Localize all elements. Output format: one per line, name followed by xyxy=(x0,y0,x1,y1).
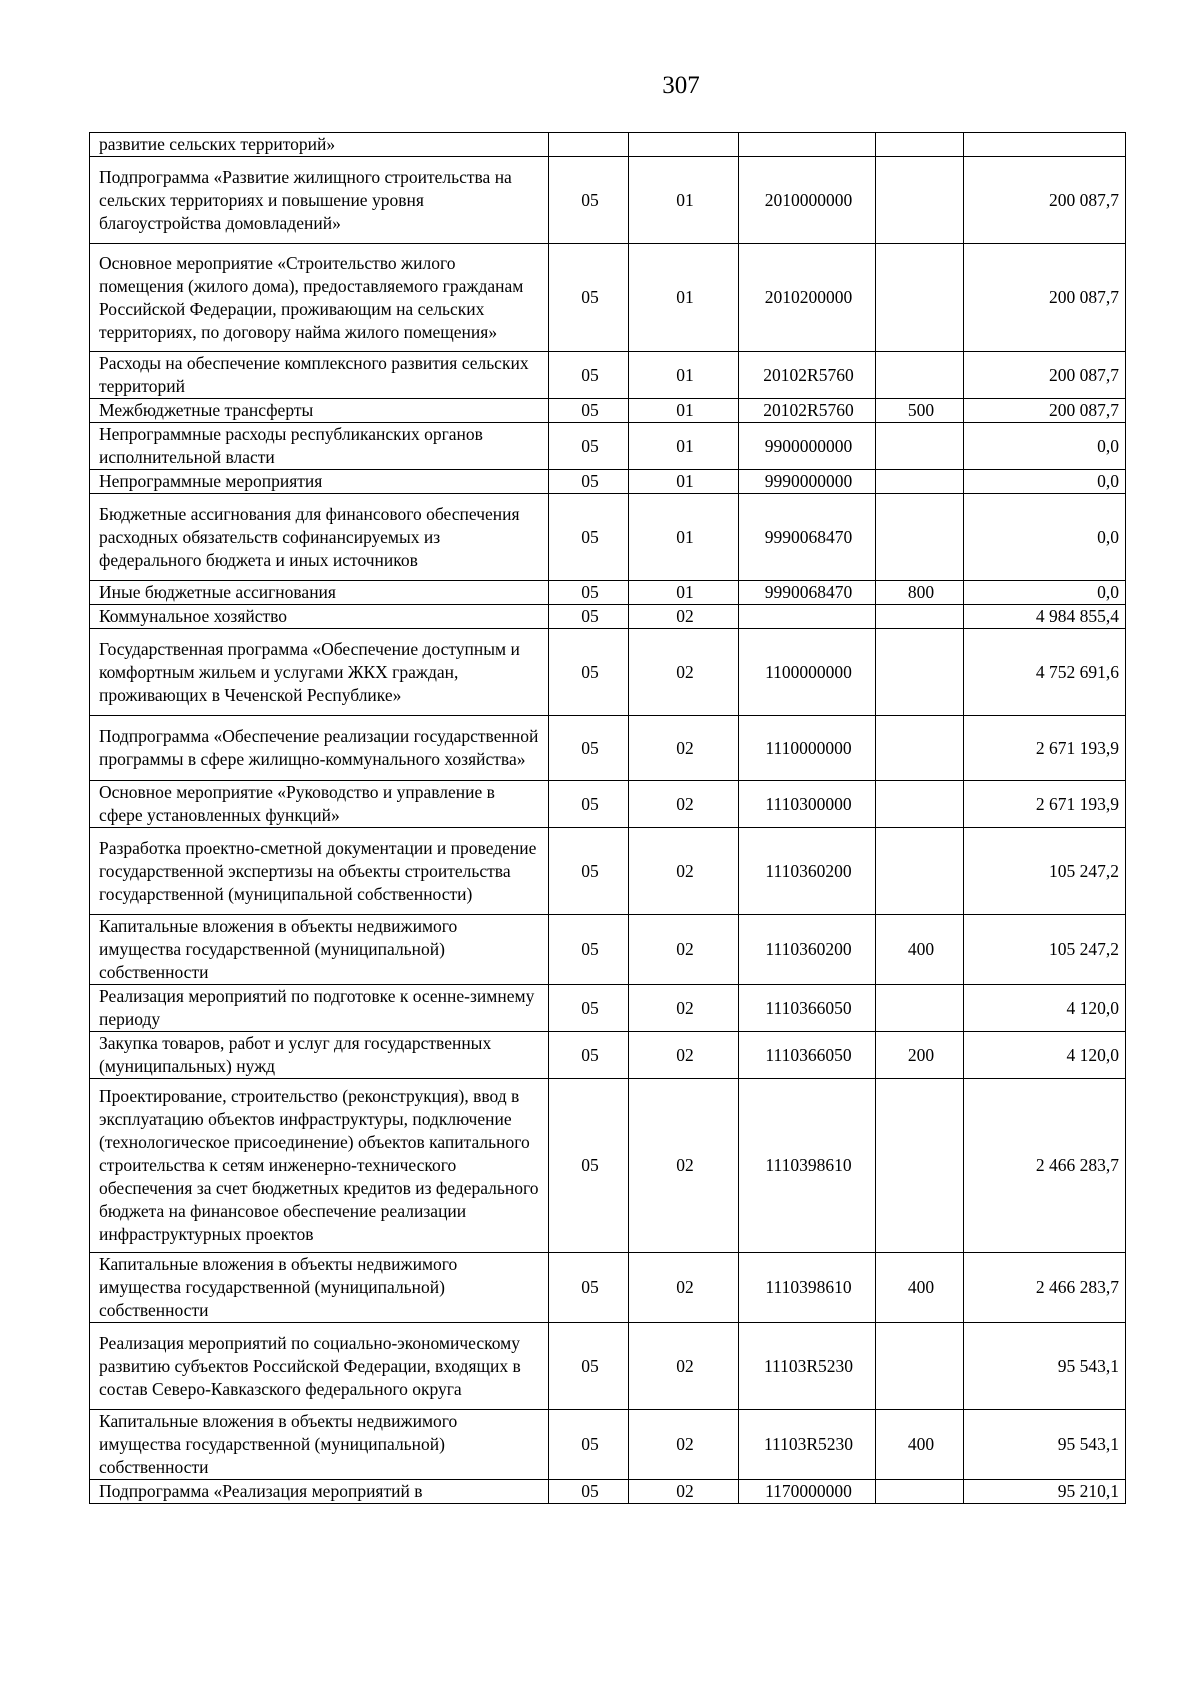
table-row xyxy=(90,915,1126,985)
row-name: Государственная программа «Обеспечение доступным и комфортным жильем и услугами ЖКХ граждан, проживающих в Чеченской Республике» xyxy=(90,629,549,716)
row-amount: 2 466 283,7 xyxy=(964,1253,1126,1323)
row-name: Расходы на обеспечение комплексного развития сельских территорий xyxy=(90,352,549,399)
row-target-article: 11103R5230 xyxy=(739,1410,876,1480)
row-target-article: 1110398610 xyxy=(739,1253,876,1323)
row-subsection: 01 xyxy=(629,352,739,399)
row-section: 05 xyxy=(549,352,629,399)
row-name: Подпрограмма «Развитие жилищного строительства на сельских территориях и повышение уровня благоустройства домовладений» xyxy=(90,157,549,244)
row-expense-type: 800 xyxy=(876,581,964,605)
row-amount: 4 984 855,4 xyxy=(964,605,1126,629)
row-target-article: 20102R5760 xyxy=(739,399,876,423)
row-name: Капитальные вложения в объекты недвижимого имущества государственной (муниципальной) собственности xyxy=(90,1410,549,1480)
row-subsection: 02 xyxy=(629,605,739,629)
table-row xyxy=(90,1079,1126,1253)
row-amount: 95 210,1 xyxy=(964,1480,1126,1504)
row-subsection: 02 xyxy=(629,915,739,985)
row-expense-type xyxy=(876,781,964,828)
table-row xyxy=(90,423,1126,470)
row-expense-type xyxy=(876,1323,964,1410)
row-target-article: 1100000000 xyxy=(739,629,876,716)
row-section: 05 xyxy=(549,605,629,629)
row-name: Основное мероприятие «Строительство жилого помещения (жилого дома), предоставляемого гражданам Российской Федерации, проживающим на сельских территориях, по договору найма жилого помещения» xyxy=(90,244,549,352)
row-subsection: 02 xyxy=(629,1323,739,1410)
row-section: 05 xyxy=(549,1253,629,1323)
row-name: Реализация мероприятий по подготовке к осенне-зимнему периоду xyxy=(90,985,549,1032)
row-expense-type xyxy=(876,133,964,157)
row-name: Непрограммные мероприятия xyxy=(90,470,549,494)
table-row xyxy=(90,1323,1126,1410)
row-expense-type xyxy=(876,494,964,581)
table-row xyxy=(90,1410,1126,1480)
row-expense-type xyxy=(876,1480,964,1504)
row-target-article: 2010000000 xyxy=(739,157,876,244)
row-target-article: 11103R5230 xyxy=(739,1323,876,1410)
row-amount: 0,0 xyxy=(964,423,1126,470)
row-section: 05 xyxy=(549,985,629,1032)
row-amount: 0,0 xyxy=(964,470,1126,494)
row-target-article: 1110366050 xyxy=(739,985,876,1032)
row-section: 05 xyxy=(549,629,629,716)
row-section: 05 xyxy=(549,494,629,581)
row-expense-type: 400 xyxy=(876,915,964,985)
row-expense-type xyxy=(876,716,964,781)
row-amount: 0,0 xyxy=(964,494,1126,581)
row-target-article: 1110366050 xyxy=(739,1032,876,1079)
row-name: Непрограммные расходы республиканских органов исполнительной власти xyxy=(90,423,549,470)
table-row xyxy=(90,399,1126,423)
budget-table-body xyxy=(90,133,1126,1504)
row-subsection: 02 xyxy=(629,716,739,781)
row-amount: 200 087,7 xyxy=(964,399,1126,423)
row-subsection: 01 xyxy=(629,581,739,605)
row-section: 05 xyxy=(549,1079,629,1253)
row-amount: 105 247,2 xyxy=(964,915,1126,985)
row-subsection: 02 xyxy=(629,1480,739,1504)
row-amount: 105 247,2 xyxy=(964,828,1126,915)
table-row xyxy=(90,629,1126,716)
row-name: Бюджетные ассигнования для финансового обеспечения расходных обязательств софинансируемых из федерального бюджета и иных источников xyxy=(90,494,549,581)
table-row xyxy=(90,157,1126,244)
row-amount: 4 752 691,6 xyxy=(964,629,1126,716)
row-target-article: 1110000000 xyxy=(739,716,876,781)
table-row xyxy=(90,985,1126,1032)
table-row xyxy=(90,716,1126,781)
row-section: 05 xyxy=(549,244,629,352)
row-target-article: 1110360200 xyxy=(739,828,876,915)
budget-table xyxy=(89,132,1126,1504)
row-target-article xyxy=(739,605,876,629)
row-expense-type xyxy=(876,244,964,352)
row-subsection: 02 xyxy=(629,828,739,915)
row-amount: 200 087,7 xyxy=(964,157,1126,244)
row-section: 05 xyxy=(549,1032,629,1079)
row-target-article: 2010200000 xyxy=(739,244,876,352)
row-subsection: 02 xyxy=(629,1410,739,1480)
row-expense-type xyxy=(876,1079,964,1253)
row-amount: 95 543,1 xyxy=(964,1410,1126,1480)
row-target-article: 9900000000 xyxy=(739,423,876,470)
row-amount: 200 087,7 xyxy=(964,244,1126,352)
row-name: Коммунальное хозяйство xyxy=(90,605,549,629)
table-row xyxy=(90,781,1126,828)
row-subsection: 01 xyxy=(629,157,739,244)
page-number: 307 xyxy=(662,72,700,99)
row-subsection: 01 xyxy=(629,244,739,352)
table-row xyxy=(90,828,1126,915)
table-row xyxy=(90,1032,1126,1079)
row-section: 05 xyxy=(549,915,629,985)
row-section: 05 xyxy=(549,423,629,470)
table-row xyxy=(90,1253,1126,1323)
row-target-article: 20102R5760 xyxy=(739,352,876,399)
row-section: 05 xyxy=(549,828,629,915)
row-expense-type xyxy=(876,629,964,716)
row-amount: 95 543,1 xyxy=(964,1323,1126,1410)
row-name: развитие сельских территорий» xyxy=(90,133,549,157)
row-amount: 2 466 283,7 xyxy=(964,1079,1126,1253)
table-row xyxy=(90,605,1126,629)
row-amount xyxy=(964,133,1126,157)
table-row xyxy=(90,133,1126,157)
row-expense-type: 400 xyxy=(876,1410,964,1480)
row-expense-type xyxy=(876,470,964,494)
row-name: Подпрограмма «Реализация мероприятий в xyxy=(90,1480,549,1504)
row-expense-type: 200 xyxy=(876,1032,964,1079)
table-row xyxy=(90,494,1126,581)
row-subsection xyxy=(629,133,739,157)
row-target-article: 1110398610 xyxy=(739,1079,876,1253)
row-expense-type xyxy=(876,828,964,915)
row-subsection: 01 xyxy=(629,423,739,470)
row-name: Иные бюджетные ассигнования xyxy=(90,581,549,605)
row-name: Межбюджетные трансферты xyxy=(90,399,549,423)
row-amount: 4 120,0 xyxy=(964,985,1126,1032)
row-name: Основное мероприятие «Руководство и управление в сфере установленных функций» xyxy=(90,781,549,828)
row-expense-type xyxy=(876,423,964,470)
table-row xyxy=(90,581,1126,605)
row-subsection: 02 xyxy=(629,1079,739,1253)
row-expense-type xyxy=(876,157,964,244)
table-row xyxy=(90,352,1126,399)
row-target-article: 9990000000 xyxy=(739,470,876,494)
row-name: Реализация мероприятий по социально-экономическому развитию субъектов Российской Федерации, входящих в состав Северо-Кавказского федерального округа xyxy=(90,1323,549,1410)
row-expense-type xyxy=(876,985,964,1032)
row-subsection: 02 xyxy=(629,985,739,1032)
row-section xyxy=(549,133,629,157)
row-section: 05 xyxy=(549,470,629,494)
row-section: 05 xyxy=(549,157,629,244)
row-target-article: 1110300000 xyxy=(739,781,876,828)
row-expense-type: 400 xyxy=(876,1253,964,1323)
row-name: Разработка проектно-сметной документации и проведение государственной экспертизы на объекты строительства государственной (муниципальной собственности) xyxy=(90,828,549,915)
row-target-article xyxy=(739,133,876,157)
row-target-article: 1170000000 xyxy=(739,1480,876,1504)
row-expense-type xyxy=(876,352,964,399)
row-section: 05 xyxy=(549,1323,629,1410)
table-row xyxy=(90,470,1126,494)
row-subsection: 02 xyxy=(629,1253,739,1323)
row-name: Капитальные вложения в объекты недвижимого имущества государственной (муниципальной) собственности xyxy=(90,1253,549,1323)
row-subsection: 02 xyxy=(629,1032,739,1079)
table-row xyxy=(90,1480,1126,1504)
row-section: 05 xyxy=(549,581,629,605)
row-expense-type: 500 xyxy=(876,399,964,423)
row-amount: 2 671 193,9 xyxy=(964,716,1126,781)
row-subsection: 02 xyxy=(629,781,739,828)
row-section: 05 xyxy=(549,716,629,781)
row-name: Подпрограмма «Обеспечение реализации государственной программы в сфере жилищно-коммунального хозяйства» xyxy=(90,716,549,781)
row-section: 05 xyxy=(549,399,629,423)
row-expense-type xyxy=(876,605,964,629)
row-amount: 200 087,7 xyxy=(964,352,1126,399)
table-row xyxy=(90,244,1126,352)
row-name: Закупка товаров, работ и услуг для государственных (муниципальных) нужд xyxy=(90,1032,549,1079)
row-subsection: 01 xyxy=(629,470,739,494)
row-target-article: 1110360200 xyxy=(739,915,876,985)
row-amount: 4 120,0 xyxy=(964,1032,1126,1079)
row-amount: 0,0 xyxy=(964,581,1126,605)
row-name: Проектирование, строительство (реконструкция), ввод в эксплуатацию объектов инфраструктуры, подключение (технологическое присоединение) объектов капитального строительства к сетям инженерно-технического обеспечения за счет бюджетных кредитов из федерального бюджета на финансовое обеспечение реализации инфраструктурных проектов xyxy=(90,1079,549,1253)
row-target-article: 9990068470 xyxy=(739,581,876,605)
row-subsection: 01 xyxy=(629,399,739,423)
row-section: 05 xyxy=(549,1410,629,1480)
row-target-article: 9990068470 xyxy=(739,494,876,581)
row-amount: 2 671 193,9 xyxy=(964,781,1126,828)
row-name: Капитальные вложения в объекты недвижимого имущества государственной (муниципальной) собственности xyxy=(90,915,549,985)
row-section: 05 xyxy=(549,1480,629,1504)
row-subsection: 01 xyxy=(629,494,739,581)
row-subsection: 02 xyxy=(629,629,739,716)
row-section: 05 xyxy=(549,781,629,828)
